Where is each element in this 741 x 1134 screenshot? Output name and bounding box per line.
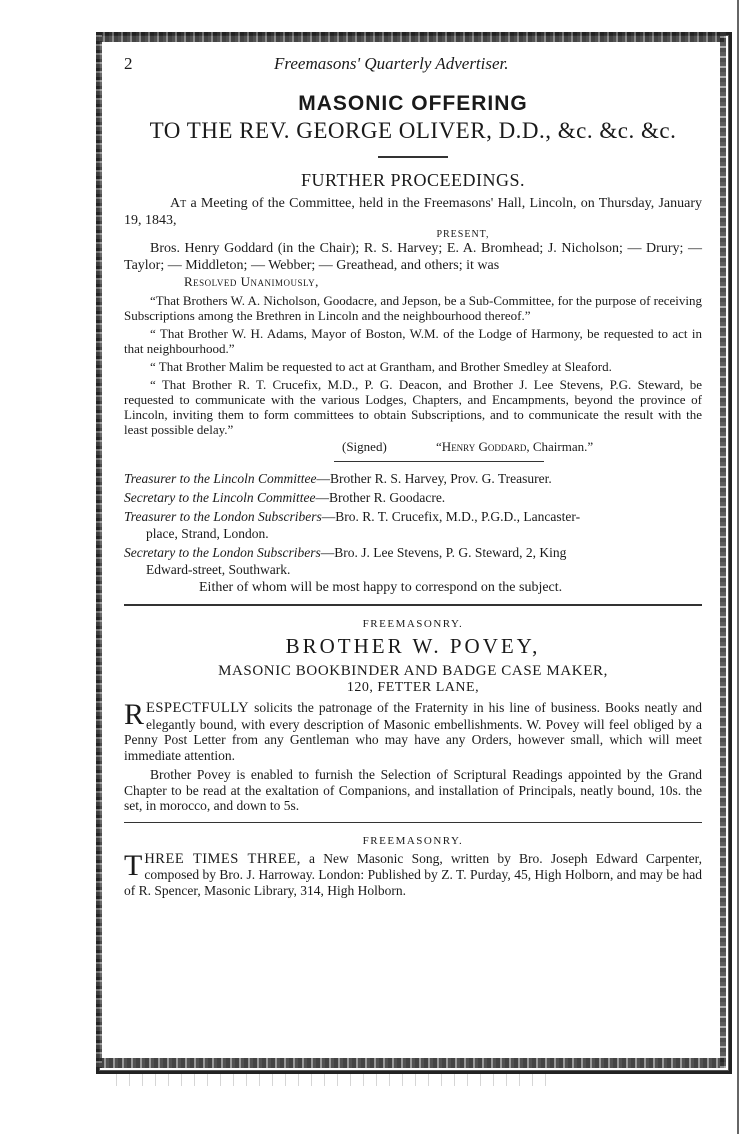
section-divider bbox=[124, 604, 702, 606]
resolution-1: “That Brothers W. A. Nicholson, Goodacre, and Jepson, be a Sub-Committee, for the purpose of receiving Subscriptions among the Brethren in Lincoln and the neighbourhood thereof.” bbox=[124, 293, 703, 323]
bottom-ornamental-rule bbox=[100, 1058, 724, 1068]
officer-entry bbox=[124, 544, 702, 578]
page-number: 2 bbox=[124, 54, 133, 73]
officer-role: Secretary to the London Subscribers bbox=[124, 545, 321, 560]
resolution-3: “ That Brother Malim be requested to act at Grantham, and Brother Smedley at Sleaford. bbox=[150, 359, 612, 374]
signer bbox=[436, 439, 593, 454]
povey-ad-name: BROTHER W. POVEY, bbox=[285, 634, 541, 658]
resolution-2: “ That Brother W. H. Adams, Mayor of Boston, W.M. of the Lodge of Harmony, be requested to act in that neighbourhood.” bbox=[124, 326, 702, 356]
signer-name: “Henry Goddard, bbox=[436, 439, 530, 454]
meeting-text: a Meeting of the Committee, held in the Freemasons' Hall, Lincoln, on Thursday, January 19, 1843, bbox=[124, 196, 702, 228]
present-label: PRESENT, bbox=[436, 229, 490, 240]
right-ornamental-rule bbox=[720, 32, 726, 1068]
page-content bbox=[124, 54, 702, 898]
song-text: a New Masonic Song, written by Bro. Joseph Edward Carpenter, composed by Bro. J. Harroway. London: Published by Z. T. Purday, 45, High Holborn, and may be had of R. Spencer, Masonic Library, 314, High Holborn. bbox=[124, 850, 702, 898]
officer-entry bbox=[124, 470, 702, 487]
section-title: FURTHER PROCEEDINGS. bbox=[301, 170, 525, 190]
povey-ad-paragraph-2: Brother Povey is enabled to furnish the Selection of Scriptural Readings appointed by the Grand Chapter to be read at the exaltation of Companions, and installation of Principals, neatly bound, 10s. the set, in morocco, and down to 5s. bbox=[124, 767, 702, 813]
signature-line bbox=[124, 439, 702, 455]
povey-lead-caps: ESPECTFULLY bbox=[146, 700, 250, 716]
officer-role: Treasurer to the London Subscribers bbox=[124, 509, 322, 524]
section-divider bbox=[124, 822, 702, 823]
officer-detail: —Brother R. Goodacre. bbox=[315, 490, 446, 505]
song-ad-label: FREEMASONRY. bbox=[362, 834, 464, 847]
correspondence-note: Either of whom will be most happy to correspond on the subject. bbox=[199, 580, 563, 595]
officer-role: Treasurer to the Lincoln Committee bbox=[124, 471, 317, 486]
running-header bbox=[124, 54, 702, 82]
mid-divider bbox=[334, 461, 544, 462]
povey-ad-paragraph-1 bbox=[124, 700, 702, 763]
signed-label: (Signed) bbox=[342, 439, 387, 454]
povey-ad-address: 120, FETTER LANE, bbox=[346, 680, 480, 695]
resolution-4: “ That Brother R. T. Crucefix, M.D., P. G. Deacon, and Brother J. Lee Stevens, P.G. Steward, be requested to communicate with the various Lodges, Chapters, and Encampments, beyond the province of Lincoln, inviting them to form committees to obtain Subscriptions, and to communicate the result with the least possible delay.” bbox=[124, 377, 702, 437]
povey-ad-trade: MASONIC BOOKBINDER AND BADGE CASE MAKER, bbox=[218, 663, 608, 679]
officer-detail: —Bro. R. T. Crucefix, M.D., P.G.D., Lancaster- bbox=[321, 509, 581, 524]
officer-entry bbox=[124, 508, 702, 542]
povey-ad-label: FREEMASONRY. bbox=[362, 618, 464, 630]
song-dropcap: T bbox=[124, 848, 143, 882]
running-title: Freemasons' Quarterly Advertiser. bbox=[274, 54, 509, 73]
officer-role: Secretary to the Lincoln Committee bbox=[124, 490, 316, 505]
offering-heading: MASONIC OFFERING bbox=[298, 92, 528, 115]
scan-edge-line bbox=[737, 0, 739, 1134]
scan-noise bbox=[110, 1074, 550, 1086]
short-divider bbox=[378, 156, 448, 158]
povey-dropcap: R bbox=[124, 698, 145, 731]
resolved-label: Resolved Unanimously, bbox=[184, 274, 319, 289]
officer-continuation: place, Strand, London. bbox=[146, 526, 269, 541]
song-lead-caps: HREE TIMES THREE, bbox=[144, 850, 301, 867]
officer-detail: —Bro. J. Lee Stevens, P. G. Steward, 2, King bbox=[320, 545, 567, 560]
povey-para1-text: solicits the patronage of the Fraternity in his line of business. Books neatly and elegantly bound, with every description of Masonic embellishments. W. Povey will feel obliged by a Penny Post Letter from any Gentleman who may have any Orders, however small, which will meet immediate attention. bbox=[124, 700, 702, 763]
officer-detail: —Brother R. S. Harvey, Prov. G. Treasurer. bbox=[316, 471, 552, 486]
offering-dedication: TO THE REV. GEORGE OLIVER, D.D., &c. &c. &c. bbox=[149, 118, 677, 143]
officer-entry bbox=[124, 489, 702, 506]
signer-role: Chairman.” bbox=[529, 439, 594, 454]
top-ornamental-rule bbox=[100, 32, 724, 42]
meeting-paragraph bbox=[124, 195, 702, 229]
attendees: Bros. Henry Goddard (in the Chair); R. S. Harvey; E. A. Bromhead; J. Nicholson; — Drury; — Taylor; — Middleton; — Webber; — Greathead, and others; it was bbox=[124, 241, 702, 273]
song-ad-paragraph bbox=[124, 848, 702, 899]
left-ornamental-rule bbox=[96, 32, 102, 1068]
meeting-lead: At bbox=[170, 196, 187, 211]
officer-continuation: Edward-street, Southwark. bbox=[146, 562, 291, 577]
